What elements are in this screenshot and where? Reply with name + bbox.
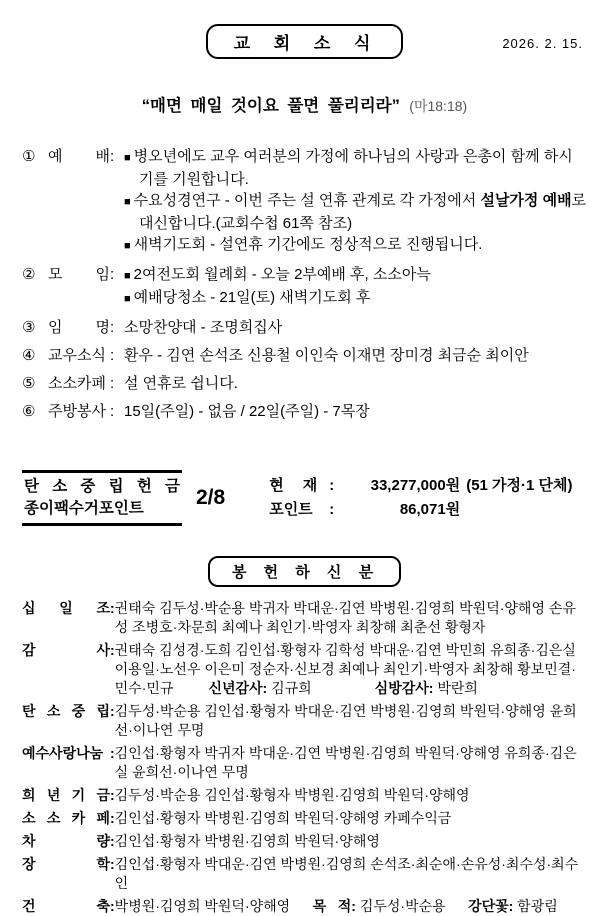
donor-list: [22, 599, 587, 916]
text: 권태숙 김두성·박순용 박귀자 박대운·김연 박병원·김영희 박원덕·양해영 손유성 조병호·차문희 최예나 최인기·박영자 최창해 최춘선 황형자: [114, 600, 576, 635]
donor-colon: :: [110, 745, 115, 761]
donor-row: [22, 641, 587, 698]
bold-text: 설날가정 예배: [480, 192, 572, 209]
verse-quote: “매면 매일 것이요 풀면 풀리리라”: [141, 97, 400, 115]
donor-row: [22, 809, 587, 828]
text: 로 대신합니다.(교회수첩 61쪽 참조): [139, 192, 587, 232]
announcements: [22, 146, 587, 422]
fund-row-amount: 33,277,000원: [370, 477, 461, 494]
donor-colon: :: [110, 833, 115, 849]
donor-row: [22, 786, 587, 805]
donors-title: [22, 556, 587, 587]
text: 김두성·박순용: [355, 898, 446, 914]
text: 15일(주일) - 없음 / 22일(주일) - 7목장: [124, 403, 370, 420]
bullet-icon: ■: [124, 293, 131, 305]
donor-colon: :: [110, 600, 115, 616]
text: 새벽기도회 - 설연휴 기간에도 정상적으로 진행됩니다.: [133, 236, 483, 253]
text: 소망찬양대 - 조명희집사: [124, 319, 283, 336]
fund-title-line2: 종이팩수거포인트: [24, 500, 144, 517]
donor-category-label: 소 소 카 페: [22, 810, 110, 826]
fund-rows: [269, 474, 572, 522]
announcement-item: [22, 401, 587, 422]
announcement-line: [124, 146, 587, 190]
text: 박란희: [433, 680, 478, 696]
announcement-label: 예 배: [48, 148, 110, 165]
fund-row-current: [269, 474, 572, 498]
donor-names: [115, 702, 587, 740]
announcement-line: [124, 401, 587, 422]
donor-row: [22, 702, 587, 740]
donor-category-label: 십 일 조: [22, 600, 110, 616]
text: 박병원·김영희 박원덕·양해영: [114, 898, 291, 914]
donor-row: [22, 744, 587, 782]
donor-names: [115, 599, 587, 637]
donor-names: [115, 855, 587, 893]
text: 병오년에도 교우 여러분의 가정에 하나님의 사랑과 은총이 함께 하시기를 기원합니다.: [133, 148, 573, 188]
donor-category-label: 차 량: [22, 833, 110, 849]
text: 2여전도회 월례회 - 오늘 2부예배 후, 소소아늑: [133, 266, 431, 283]
donor-colon: :: [110, 787, 115, 803]
donors-title-box: 봉 헌 하 신 분: [208, 556, 401, 587]
text: 설 연휴로 쉽니다.: [124, 375, 238, 392]
donor-colon: :: [110, 810, 115, 826]
fund-title-box: [22, 470, 182, 526]
text: 권태숙 김성경·도희 김인섭·황형자 김학성 박대운·김연 박민희 유희종·김은실 이용일·노선우 이은미 정순자·신보경 최예나 최인기·박영자 최창해 황보민결·민수·민규: [114, 642, 580, 696]
bold-text: 강단꽃:: [468, 898, 514, 914]
announcement-content: [124, 264, 587, 310]
bullet-icon: ■: [124, 270, 131, 282]
text: 김인섭·황형자 박병원·김영희 박원덕·양해영: [114, 833, 380, 849]
donor-names: [115, 832, 587, 851]
announcement-number: ⑥: [22, 403, 36, 420]
donor-row: [22, 832, 587, 851]
bold-text: 목 적:: [312, 898, 356, 914]
donor-names: [115, 744, 587, 782]
announcement-colon: :: [110, 403, 115, 420]
announcement-content: [124, 146, 587, 257]
donor-row: [22, 855, 587, 893]
announcement-line: [124, 345, 587, 366]
announcement-item: [22, 345, 587, 366]
donor-colon: :: [110, 898, 115, 914]
donor-category-label: 장 학: [22, 856, 110, 872]
fund-row-colon: :: [329, 501, 335, 518]
text: 수요성경연구 - 이번 주는 설 연휴 관계로 각 가정에서: [133, 192, 481, 209]
fund-summary: [22, 470, 587, 526]
announcement-line: [124, 287, 587, 310]
announcement-colon: :: [110, 375, 115, 392]
donor-names: [115, 897, 587, 916]
announcement-label: 주방봉사: [48, 403, 106, 420]
header: [22, 24, 587, 60]
fund-period: 2/8: [196, 486, 226, 509]
announcement-label: 교우소식: [48, 347, 106, 364]
announcement-line: [124, 234, 587, 257]
page-title: 교 회 소 식: [206, 24, 404, 59]
announcement-line: [124, 317, 587, 338]
bullet-icon: ■: [124, 240, 131, 252]
text: 김두성·박순용 김인섭·황형자 박대운·김연 박병원·김영희 박원덕·양해영 윤희선·이나연 무명: [114, 703, 577, 738]
text: 김두성·박순용 김인섭·황형자 박병원·김영희 박원덕·양해영: [114, 787, 470, 803]
fund-row-label: 포인트: [269, 501, 313, 518]
announcement-item: [22, 317, 587, 338]
bullet-icon: ■: [124, 152, 131, 164]
announcement-label: 모 임: [48, 266, 110, 283]
bold-text: 심방감사:: [374, 680, 434, 696]
announcement-number: ⑤: [22, 375, 36, 392]
text: 함광림: [513, 898, 558, 914]
donor-category-label: 탄 소 중 립: [22, 703, 110, 719]
announcement-number: ③: [22, 319, 36, 336]
announcement-content: [124, 373, 587, 394]
announcement-label: 소소카페: [48, 375, 106, 392]
text: 김인섭·황형자 박귀자 박대운·김연 박병원·김영희 박원덕·양해영 유희종·김은실 윤희선·이나연 무명: [114, 745, 577, 780]
announcement-line: [124, 264, 587, 287]
donor-row: [22, 897, 587, 916]
donor-colon: :: [110, 703, 115, 719]
announcement-item: [22, 146, 587, 257]
announcement-item: [22, 264, 587, 310]
announcement-content: [124, 317, 587, 338]
announcement-number: ②: [22, 266, 36, 283]
announcement-item: [22, 373, 587, 394]
donor-category-label: 예수사랑나눔: [22, 745, 104, 761]
donor-row: [22, 599, 587, 637]
donor-names: [115, 809, 587, 828]
fund-row-points: [269, 498, 572, 522]
bold-text: 신년감사:: [208, 680, 268, 696]
announcement-number: ④: [22, 347, 36, 364]
donor-names: [115, 786, 587, 805]
announcement-content: [124, 345, 587, 366]
donor-names: [115, 641, 587, 698]
fund-row-label: 현 재: [269, 477, 318, 494]
announcement-line: [124, 190, 587, 234]
text: 환우 - 김연 손석조 신용철 이인숙 이재면 장미경 최금순 최이안: [124, 347, 529, 364]
text: 김규희: [267, 680, 312, 696]
bullet-icon: ■: [124, 196, 131, 208]
text: 김인섭·황형자 박대운·김연 박병원·김영희 손석조·최순애·손유성·최수성·최수인: [114, 856, 579, 891]
text: 예배당청소 - 21일(토) 새벽기도회 후: [133, 289, 371, 306]
issue-date: 2026. 2. 15.: [502, 36, 583, 51]
donor-colon: :: [110, 642, 115, 658]
verse: [22, 92, 587, 116]
announcement-label: 임 명: [48, 319, 110, 336]
fund-row-amount: 86,071원: [399, 501, 461, 518]
announcement-colon: :: [110, 148, 115, 165]
announcement-colon: :: [110, 319, 115, 336]
donor-colon: :: [110, 856, 115, 872]
donor-category-label: 건 축: [22, 898, 110, 914]
announcement-content: [124, 401, 587, 422]
fund-row-note: (51 가정·1 단체): [466, 477, 573, 494]
donor-category-label: 희 년 기 금: [22, 787, 110, 803]
fund-title-line1: 탄 소 중 립 헌 금: [24, 478, 180, 495]
announcement-colon: :: [110, 266, 115, 283]
announcement-number: ①: [22, 148, 36, 165]
verse-reference: (마18:18): [409, 98, 468, 114]
announcement-colon: :: [110, 347, 115, 364]
announcement-line: [124, 373, 587, 394]
fund-row-colon: :: [329, 477, 335, 494]
donor-category-label: 감 사: [22, 642, 110, 658]
text: 김인섭·황형자 박병원·김영희 박원덕·양해영 카페수익금: [114, 810, 452, 826]
